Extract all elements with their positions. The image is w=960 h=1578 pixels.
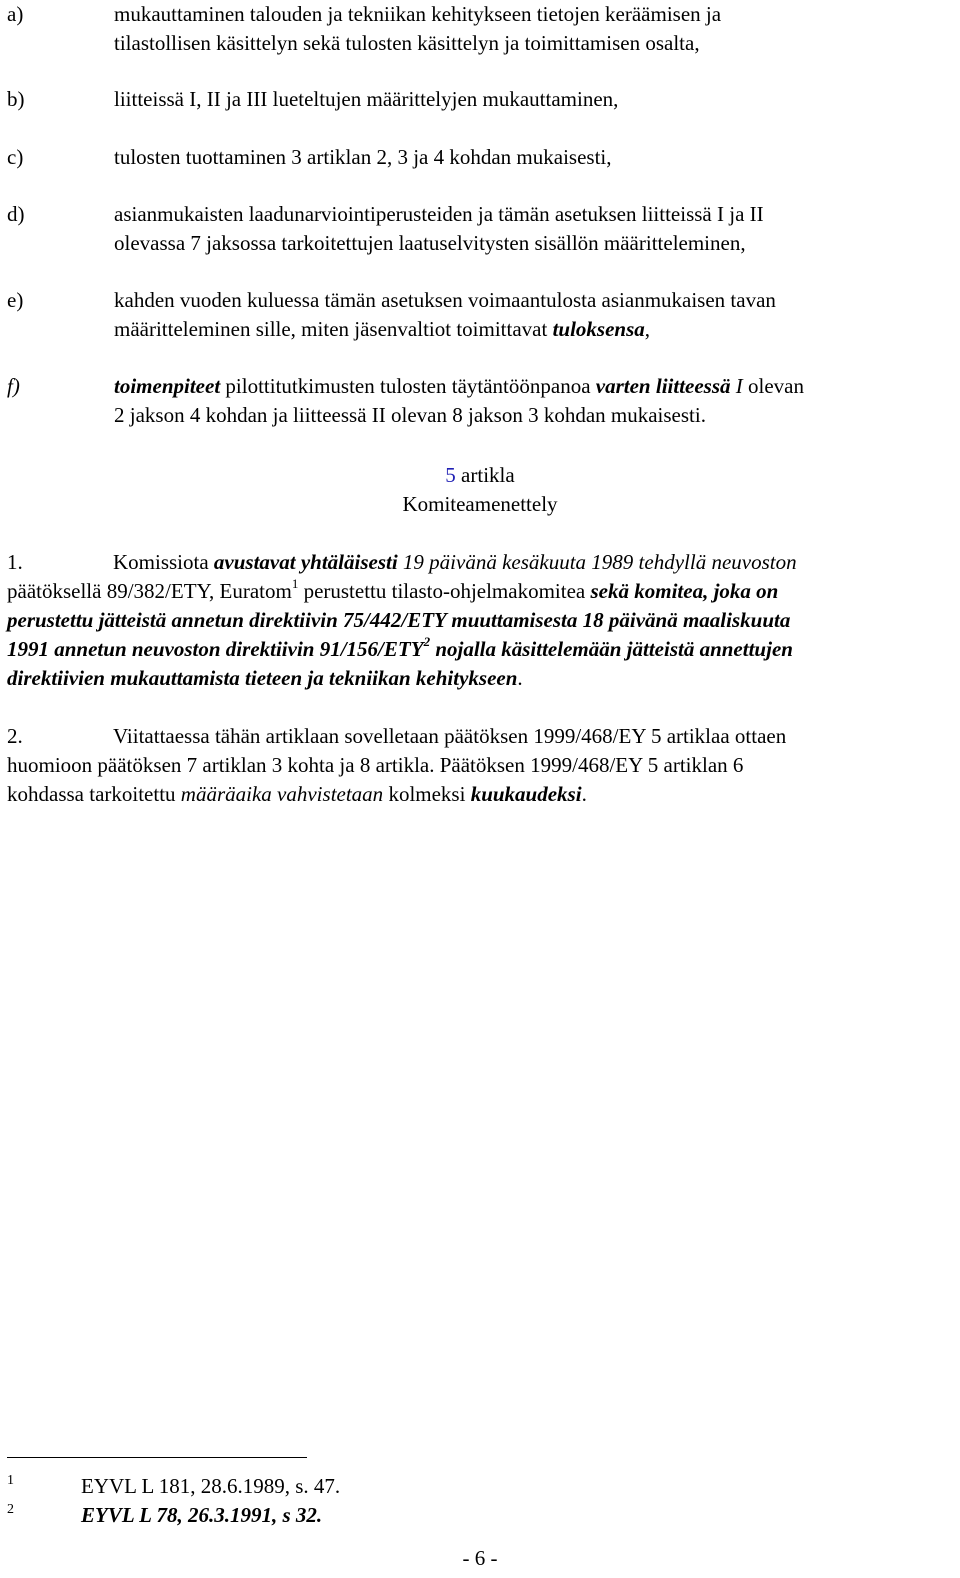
list-text-line: olevassa 7 jaksossa tarkoitettujen laatuselvitysten sisällön määritteleminen, xyxy=(114,231,746,255)
list-text-line: tulosten tuottaminen 3 artiklan 2, 3 ja 4 kohdan mukaisesti, xyxy=(114,145,612,169)
footnote-number: 1 xyxy=(7,1473,14,1488)
emphasis-text: sekä komitea, joka on xyxy=(590,579,779,603)
emphasis-text: varten liitteessä xyxy=(595,374,731,398)
paragraph-text: kohdassa tarkoitettu xyxy=(7,782,181,806)
list-label: e) xyxy=(7,288,24,312)
footnote-ref: 2 xyxy=(423,634,431,649)
footnote-divider xyxy=(7,1457,307,1458)
list-label: f) xyxy=(7,374,20,398)
list-text-line: asianmukaisten laadunarviointiperusteiden ja tämän asetuksen liitteissä I ja II xyxy=(114,202,764,226)
emphasis-text: nojalla käsittelemään jätteistä annettujen xyxy=(430,637,793,661)
paragraph-line: perustettu jätteistä annetun direktiivin 75/442/ETY muuttamisesta 18 päivänä maaliskuuta xyxy=(7,608,791,632)
footnote-number: 2 xyxy=(7,1502,14,1517)
emphasis-text: tuloksensa xyxy=(552,317,645,341)
italic-text: määräaika vahvistetaan xyxy=(180,782,384,806)
paragraph-number: 2. xyxy=(7,724,23,748)
article-title: Komiteamenettely xyxy=(402,492,558,516)
list-text: pilottitutkimusten tulosten täytäntöönpanoa xyxy=(220,374,596,398)
footnote-text: EYVL L 181, 28.6.1989, s. 47. xyxy=(81,1474,341,1498)
punctuation: . xyxy=(517,666,523,690)
footnote-text: EYVL L 78, 26.3.1991, s 32. xyxy=(81,1503,323,1527)
list-text: määritteleminen sille, miten jäsenvaltiot toimittavat xyxy=(114,317,553,341)
paragraph-line xyxy=(7,780,957,809)
emphasis-text: toimenpiteet xyxy=(114,374,221,398)
paragraph-line: huomioon päätöksen 7 artiklan 3 kohta ja 8 artikla. Päätöksen 1999/468/EY 5 artiklan 6 xyxy=(7,753,744,777)
list-text-line: mukauttaminen talouden ja tekniikan kehitykseen tietojen keräämisen ja xyxy=(114,2,722,26)
paragraph-number: 1. xyxy=(7,550,23,574)
paragraph-text: kolmeksi xyxy=(383,782,471,806)
paragraph-2 xyxy=(7,722,957,809)
paragraph-text: perustettu tilasto-ohjelmakomitea xyxy=(298,579,591,603)
emphasis-text: kuukaudeksi xyxy=(470,782,582,806)
punctuation: . xyxy=(581,782,587,806)
list-text-line: kahden vuoden kuluessa tämän asetuksen voimaantulosta asianmukaisen tavan xyxy=(114,288,776,312)
paragraph-1 xyxy=(7,548,957,693)
list-text-line: tilastollisen käsittelyn sekä tulosten käsittelyn ja toimittamisen osalta, xyxy=(114,31,700,55)
footnote-ref: 1 xyxy=(291,576,299,591)
list-label: a) xyxy=(7,2,24,26)
list-label: c) xyxy=(7,145,24,169)
paragraph-text: päätöksellä 89/382/ETY, Euratom xyxy=(7,579,292,603)
article-heading xyxy=(0,461,960,490)
paragraph-line xyxy=(7,548,957,577)
page-number: - 6 - xyxy=(462,1546,498,1570)
emphasis-text: 1991 annetun neuvoston direktiivin 91/156/ETY xyxy=(7,637,424,661)
list-text-line xyxy=(114,315,944,344)
list-text-line: 2 jakson 4 kohdan ja liitteessä II olevan 8 jakson 3 kohdan mukaisesti. xyxy=(114,403,706,427)
list-text: olevan xyxy=(742,374,805,398)
list-label: b) xyxy=(7,87,25,111)
list-text-line: liitteissä I, II ja III lueteltujen määrittelyjen mukauttaminen, xyxy=(114,87,619,111)
emphasis-text: avustavat yhtäläisesti xyxy=(213,550,398,574)
article-word: artikla xyxy=(455,463,515,487)
paragraph-text: Viitattaessa tähän artiklaan sovelletaan päätöksen 1999/468/EY 5 artiklaa ottaen xyxy=(113,724,787,748)
paragraph-line xyxy=(7,577,957,606)
paragraph-line xyxy=(7,635,957,664)
punctuation: , xyxy=(644,317,651,341)
paragraph-line xyxy=(7,664,957,693)
list-label: d) xyxy=(7,202,25,226)
paragraph-text: Komissiota xyxy=(113,550,214,574)
italic-text: 19 päivänä kesäkuuta 1989 tehdyllä neuvoston xyxy=(397,550,797,574)
italic-text: I xyxy=(730,374,743,398)
paragraph-line xyxy=(7,722,957,751)
list-text-line xyxy=(114,372,944,401)
emphasis-text: direktiivien mukauttamista tieteen ja tekniikan kehitykseen xyxy=(7,666,518,690)
article-number: 5 xyxy=(445,463,456,487)
